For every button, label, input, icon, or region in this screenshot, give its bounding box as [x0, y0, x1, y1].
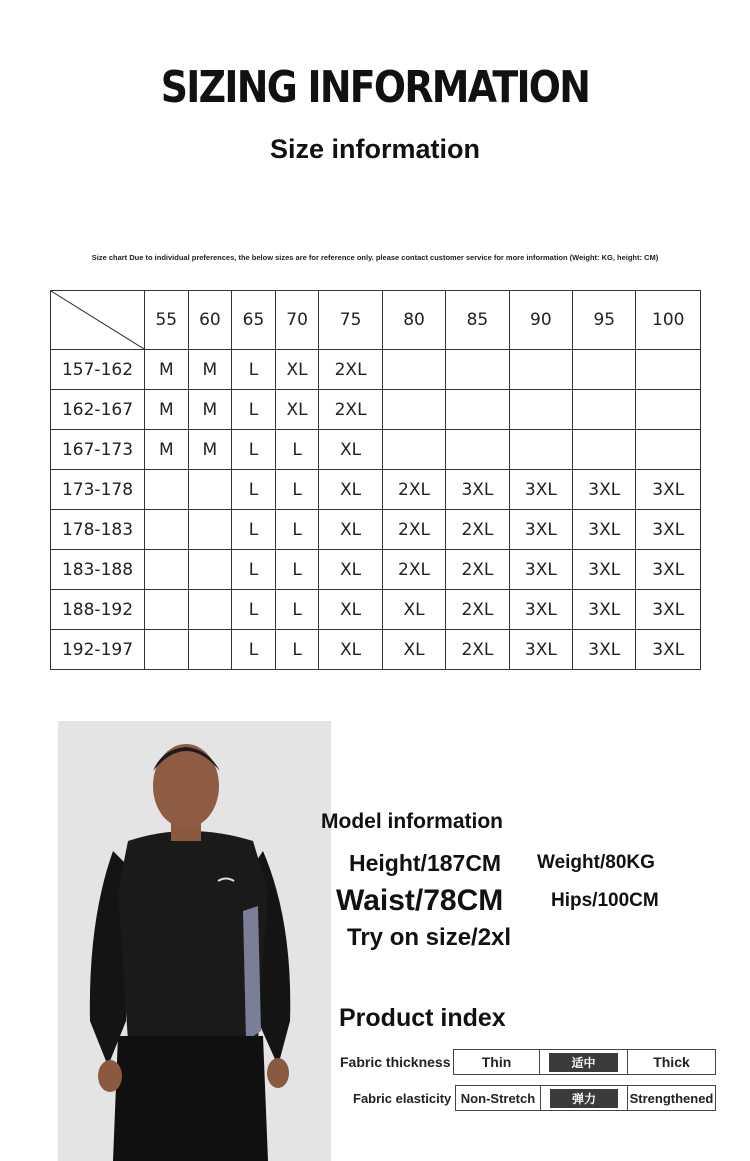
size-cell — [145, 510, 189, 550]
size-cell: L — [232, 470, 276, 510]
size-cell: M — [188, 350, 232, 390]
size-cell: L — [232, 590, 276, 630]
model-hips: Hips/100CM — [551, 890, 659, 911]
height-range-cell: 188-192 — [51, 590, 145, 630]
size-cell: 3XL — [636, 630, 701, 670]
elasticity-strengthened: Strengthened — [627, 1085, 716, 1111]
diagonal-divider-icon — [51, 291, 144, 349]
size-cell: 3XL — [509, 550, 572, 590]
elasticity-non-stretch: Non-Stretch — [455, 1085, 541, 1111]
table-row — [51, 590, 701, 630]
size-cell: 3XL — [509, 590, 572, 630]
size-cell: 2XL — [446, 590, 509, 630]
size-cell: L — [275, 510, 319, 550]
size-cell: XL — [275, 350, 319, 390]
size-cell: 3XL — [636, 470, 701, 510]
size-cell: XL — [319, 510, 382, 550]
thickness-thin: Thin — [453, 1049, 540, 1075]
size-cell: XL — [319, 470, 382, 510]
elasticity-label: Fabric elasticity — [353, 1090, 452, 1106]
size-cell: L — [275, 470, 319, 510]
weight-header: 70 — [275, 291, 319, 350]
size-cell: M — [145, 350, 189, 390]
size-cell — [188, 470, 232, 510]
model-waist: Waist/78CM — [336, 884, 504, 917]
size-cell: L — [275, 430, 319, 470]
weight-header: 90 — [509, 291, 572, 350]
size-cell: 2XL — [319, 390, 382, 430]
model-try-on-size: Try on size/2xl — [347, 924, 512, 951]
weight-header: 85 — [446, 291, 509, 350]
thickness-medium-label: 适中 — [549, 1053, 617, 1072]
size-table — [50, 290, 701, 670]
weight-header: 95 — [573, 291, 636, 350]
page-title: SIZING INFORMATION — [160, 62, 590, 113]
size-cell: 2XL — [446, 550, 509, 590]
size-cell: M — [145, 430, 189, 470]
size-cell — [446, 430, 509, 470]
model-height: Height/187CM — [349, 850, 502, 876]
table-row — [51, 390, 701, 430]
size-cell — [188, 550, 232, 590]
table-row — [51, 430, 701, 470]
elasticity-medium-selected — [540, 1085, 628, 1111]
thickness-medium-selected — [539, 1049, 628, 1075]
height-range-cell: 183-188 — [51, 550, 145, 590]
height-range-cell: 157-162 — [51, 350, 145, 390]
size-cell — [145, 630, 189, 670]
size-chart-note: Size chart Due to individual preferences, the below sizes are for reference only. please contact customer service for more information (Weight: KG, height: CM) — [91, 253, 659, 262]
size-cell — [382, 430, 445, 470]
size-cell: 3XL — [573, 630, 636, 670]
size-cell — [636, 390, 701, 430]
size-cell — [188, 510, 232, 550]
weight-header: 55 — [145, 291, 189, 350]
size-cell: L — [232, 350, 276, 390]
table-row — [51, 510, 701, 550]
size-cell: L — [232, 630, 276, 670]
height-range-cell: 173-178 — [51, 470, 145, 510]
size-cell: XL — [319, 550, 382, 590]
size-cell: XL — [382, 590, 445, 630]
size-cell: XL — [319, 590, 382, 630]
elasticity-medium-label: 弹力 — [550, 1089, 618, 1108]
size-cell: XL — [275, 390, 319, 430]
height-range-cell: 192-197 — [51, 630, 145, 670]
size-cell — [636, 350, 701, 390]
size-cell: XL — [319, 630, 382, 670]
size-cell — [446, 390, 509, 430]
size-cell — [573, 350, 636, 390]
size-cell: 3XL — [636, 590, 701, 630]
elasticity-row — [353, 1085, 716, 1111]
size-cell: 3XL — [573, 550, 636, 590]
size-cell: M — [188, 430, 232, 470]
size-cell: L — [232, 510, 276, 550]
size-cell: 3XL — [509, 510, 572, 550]
size-cell — [509, 350, 572, 390]
size-cell — [145, 590, 189, 630]
size-cell — [509, 390, 572, 430]
size-cell: 3XL — [509, 470, 572, 510]
height-range-cell: 178-183 — [51, 510, 145, 550]
size-cell — [145, 550, 189, 590]
size-cell — [446, 350, 509, 390]
thickness-label: Fabric thickness — [340, 1054, 451, 1070]
page-subtitle: Size information — [269, 134, 480, 164]
thickness-row — [340, 1049, 716, 1075]
size-cell: M — [188, 390, 232, 430]
height-range-cell: 162-167 — [51, 390, 145, 430]
size-cell: 2XL — [382, 470, 445, 510]
model-photo — [58, 721, 331, 1161]
size-cell: 3XL — [636, 510, 701, 550]
size-cell: 3XL — [446, 470, 509, 510]
size-cell — [573, 430, 636, 470]
size-cell: L — [275, 630, 319, 670]
size-cell: 3XL — [636, 550, 701, 590]
size-cell: 2XL — [319, 350, 382, 390]
size-cell: 2XL — [382, 550, 445, 590]
table-row — [51, 550, 701, 590]
model-info-title: Model information — [321, 810, 503, 833]
size-cell: 3XL — [573, 470, 636, 510]
weight-header: 65 — [232, 291, 276, 350]
size-cell — [188, 630, 232, 670]
size-cell — [636, 430, 701, 470]
size-cell: 2XL — [446, 510, 509, 550]
size-cell: 2XL — [382, 510, 445, 550]
size-cell: 3XL — [573, 590, 636, 630]
size-cell — [573, 390, 636, 430]
size-cell: L — [232, 430, 276, 470]
size-cell: 2XL — [446, 630, 509, 670]
table-row — [51, 470, 701, 510]
weight-header: 60 — [188, 291, 232, 350]
size-cell: L — [275, 550, 319, 590]
size-cell: L — [275, 590, 319, 630]
model-illustration — [58, 721, 331, 1161]
table-row — [51, 350, 701, 390]
weight-header: 75 — [319, 291, 382, 350]
model-weight: Weight/80KG — [537, 852, 655, 873]
size-cell: L — [232, 550, 276, 590]
size-cell — [509, 430, 572, 470]
size-cell: M — [145, 390, 189, 430]
table-corner-cell — [51, 291, 145, 350]
size-cell — [382, 350, 445, 390]
size-cell: XL — [319, 430, 382, 470]
thickness-thick: Thick — [627, 1049, 716, 1075]
size-cell — [145, 470, 189, 510]
size-cell: XL — [382, 630, 445, 670]
size-cell: L — [232, 390, 276, 430]
weight-header: 100 — [636, 291, 701, 350]
size-cell: 3XL — [573, 510, 636, 550]
product-index-title: Product index — [339, 1004, 506, 1032]
size-cell: 3XL — [509, 630, 572, 670]
size-cell — [382, 390, 445, 430]
size-cell — [188, 590, 232, 630]
height-range-cell: 167-173 — [51, 430, 145, 470]
table-row — [51, 630, 701, 670]
weight-header: 80 — [382, 291, 445, 350]
